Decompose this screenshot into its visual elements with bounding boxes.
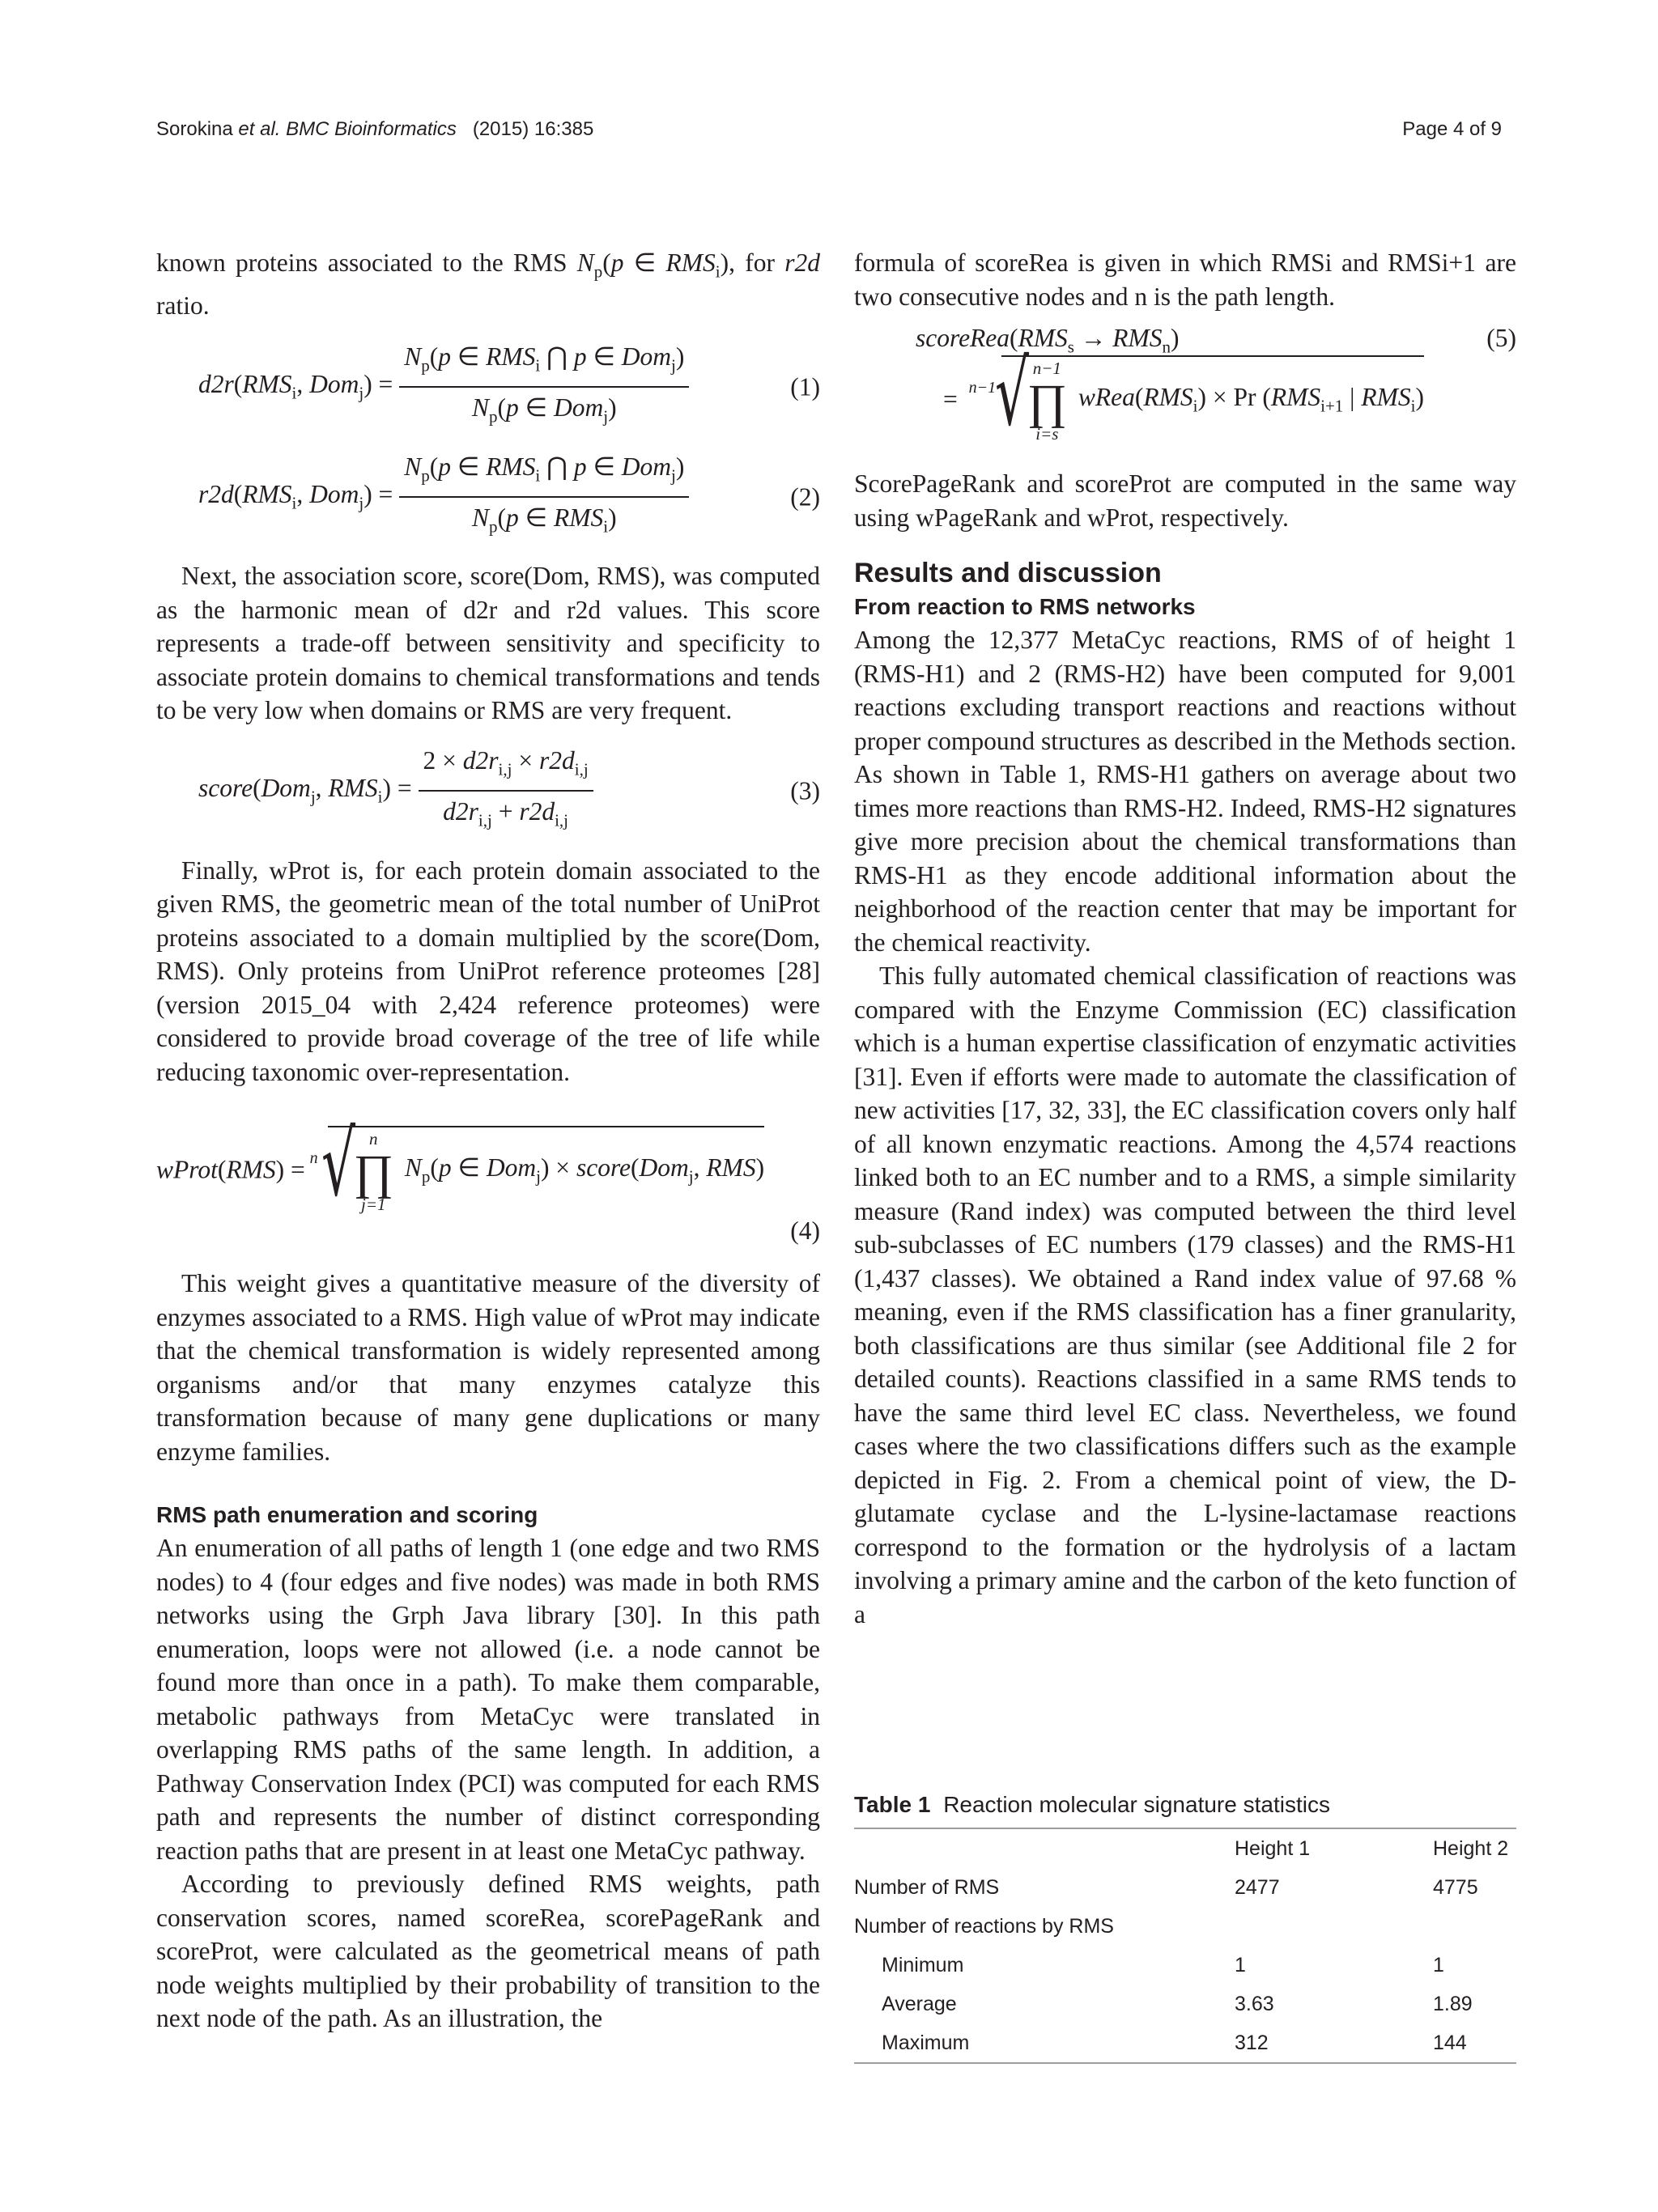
left-paragraph-2: Next, the association score, score(Dom, RMS), was computed as the harmonic mean of d2r and r2d values. This score represents a trade-off between sensitivity and specificity to associate protein domains to chemical transformations and tends to be very low when domains or RMS are very frequent. — [156, 562, 820, 725]
stats-table — [854, 1828, 1516, 2064]
table-row: Number of reactions by RMS — [854, 1914, 1114, 1938]
equation-5-number: (5) — [1486, 324, 1516, 352]
table-1 — [854, 1789, 1516, 2064]
header-authors: Sorokina — [156, 118, 233, 140]
table-row: Maximum 312 144 — [854, 2023, 1516, 2063]
left-column — [156, 246, 820, 2036]
column-height-2: Height 2 — [1433, 1836, 1509, 1860]
left-paragraph-4: This weight gives a quantitative measure of the diversity of enzymes associated to a RMS. High value of wProt may indicate that the chemical transformation is widely represented among organisms and/or that many enzymes catalyze this transformation because of many gene duplications or many enzyme families. — [156, 1269, 820, 1466]
header-etal: et al. — [238, 118, 281, 140]
equation-1: $d2r(RMS_i$, Dom$_j$) = $\frac{N_p(p \in RMS_i ⋂ p \in Dom_j)}{N_p(p \in Dom_j)}$ (1) — [156, 340, 820, 434]
table-header-row — [854, 1828, 1516, 1868]
table-title: Reaction molecular signature statistics — [943, 1792, 1330, 1817]
header-journal: BMC Bioinformatics — [286, 118, 457, 140]
running-header — [156, 118, 1502, 151]
right-paragraph-1: formula of scoreRea is given in which RMSi and RMSi+1 are two consecutive nodes and n is the path length. — [854, 248, 1516, 311]
equation-2-number: (2) — [790, 482, 820, 511]
right-paragraph-2: ScorePageRank and scoreProt are computed in the same way using wPageRank and wProt, respectively. — [854, 469, 1516, 532]
heading-results-and-discussion: Results and discussion — [854, 558, 1162, 588]
table-label: Table 1 — [854, 1792, 931, 1817]
left-paragraph-1: known proteins associated to the RMS $N_p(p$ ∈ $RMS_i$), for r2d ratio. — [156, 248, 820, 320]
right-column — [854, 246, 1516, 1631]
equation-4-number: (4) — [790, 1216, 820, 1245]
equation-4: wProt(RMS) = √ n n ∏ j=1 $N_p(p$ ∈ Dom$_j$) × score(Dom$_j$, RMS) (4) — [156, 1110, 820, 1247]
equation-3-number: (3) — [790, 776, 820, 805]
table-row: Average 3.63 1.89 — [882, 1992, 1473, 2015]
left-paragraph-3: Finally, wProt is, for each protein domain associated to the given RMS, the geometric mean of the total number of UniProt proteins associated to a domain multiplied by the score(Dom, RMS). Only proteins from UniProt reference proteomes [28] (version 2015_04 with 2,424 reference proteomes) were considered to provide broad coverage of the tree of life while reducing taxonomic over-representation. — [156, 856, 820, 1086]
header-page-number: Page 4 of 9 — [1402, 118, 1502, 140]
equation-3: score(Dom$_j$, $RMS_i$) = $\frac{2 \times d2r_{i,j} \times r2d_{i,j}}{d2r_{i,j} + r2d_{i,j}}$ (3) — [156, 744, 820, 838]
column-height-1: Height 1 — [1235, 1836, 1311, 1860]
right-paragraph-4: This fully automated chemical classification of reactions was compared with the Enzyme Commission (EC) classification which is a human expertise classification of enzymatic activities [31]. Even if efforts were made to automate the classification of new activities [17, 32, 33], the EC classification covers only half of all known enzymatic reactions. Among the 4,574 reactions linked both to an EC number and to a RMS, a simple similarity measure (Rand index) was computed between the third level sub-subclasses of EC numbers (179 classes) and the RMS-H1 (1,437 classes). We obtained a Rand index value of 97.68 % meaning, even if the RMS classification has a finer granularity, both classifications are thus similar (see Additional file 2 for detailed counts). Reactions classified in a same RMS tends to have the same third level EC class. Nevertheless, we found cases where the two classifications differs such as the example depicted in Fig. 2. From a chemical point of view, the D-glutamate cyclase and the L-lysine-lactamase reactions correspond to the formation or the hydrolysis of a lactam involving a primary amine and the carbon of the keto function of a — [854, 962, 1516, 1628]
equation-2: $r2d(RMS_i$, Dom$_j$) = $\frac{N_p(p \in RMS_i ⋂ p \in Dom_j)}{N_p(p \in RMS_i)}$ (2) — [156, 450, 820, 544]
heading-from-reaction-to-rms: From reaction to RMS networks — [854, 594, 1196, 619]
right-paragraph-3: Among the 12,377 MetaCyc reactions, RMS of of height 1 (RMS-H1) and 2 (RMS-H2) have been computed for 9,001 reactions excluding transport reactions and reactions without proper compound structures as described in the Methods section. As shown in Table 1, RMS-H1 gathers on average about two times more reactions than RMS-H2. Indeed, RMS-H2 signatures give more precision about the chemical transformations than RMS-H1 as they encode additional information about the neighborhood of the reaction center that may be important for the chemical reactivity. — [854, 626, 1516, 957]
equation-5: $scoreRea(RMS_s \to RMS_n)$ (5) = √ n−1 n−1 ∏ i=s $wRea(RMS_i) \times Pr$ ($RMS_{i+1}$ | $RMS_i$) — [854, 321, 1516, 451]
left-paragraph-6: According to previously defined RMS weights, path conservation scores, named scoreRea, scorePageRank and scoreProt, were calculated as the geometrical means of path node weights multiplied by their probability of transition to the next node of the path. As an illustration, the — [156, 1870, 820, 2033]
equation-1-number: (1) — [790, 372, 820, 401]
table-caption — [854, 1789, 1516, 1821]
left-paragraph-5: An enumeration of all paths of length 1 (one edge and two RMS nodes) to 4 (four edges and five nodes) was made in both RMS networks using the Grph Java library [30]. In this path enumeration, loops were not allowed (i.e. a node cannot be found more than once in a path). To make them comparable, metabolic pathways from MetaCyc were translated in overlapping RMS paths of the same length. In addition, a Pathway Conservation Index (PCI) was computed for each RMS path and represents the number of distinct corresponding reaction paths that are present in at least one MetaCyc pathway. — [156, 1534, 820, 1865]
table-row: Minimum 1 1 — [882, 1953, 1444, 1976]
header-citation — [156, 118, 593, 141]
header-year-volume: (2015) 16:385 — [472, 118, 594, 140]
table-row: Number of RMS 2477 4775 — [854, 1875, 1478, 1899]
heading-rms-path-enumeration: RMS path enumeration and scoring — [156, 1502, 538, 1528]
